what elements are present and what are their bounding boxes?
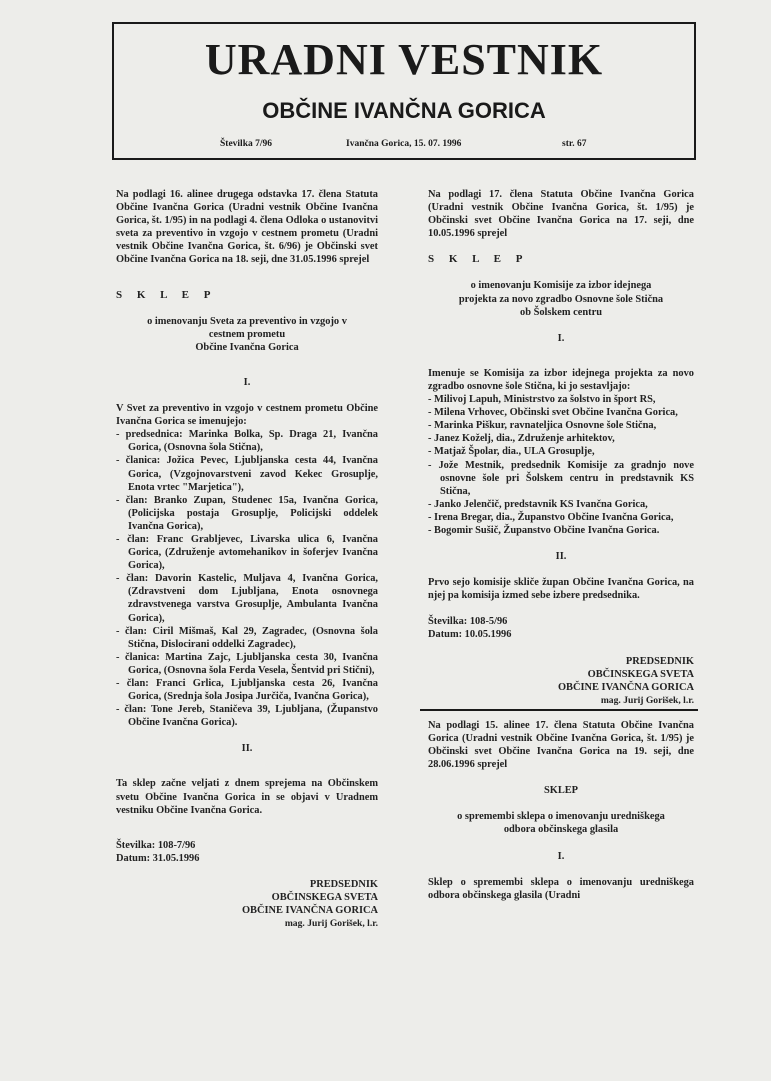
right-signature-body: OBČINSKEGA SVETA [587,668,694,680]
left-heading-line3: Občine Ivančna Gorica [195,341,299,353]
masthead-subtitle: OBČINE IVANČNA GORICA [262,98,546,123]
left-intro: V Svet za preventivo in vzgojo v cestnem prometu Občine Ivančna Gorica se imenujejo: [116,403,378,428]
right-signature-municipality: OBČINE IVANČNA GORICA [557,681,694,693]
right-closing: Prvo sejo komisije skliče župan Občine Ivančna Gorica, na njej pa komisija izmed sebe izbere predsednika. [428,577,694,602]
left-document-number: Številka: 108-7/96 [116,839,196,851]
masthead-title: URADNI VESTNIK [204,35,604,84]
issue-number: Številka 7/96 [220,139,272,149]
right-heading-line3: ob Šolskem centru [520,306,602,318]
list-item: - Milivoj Lapuh, Ministrstvo za šolstvo in šport RS, [428,394,656,406]
right-column [428,188,694,902]
left-document-date: Datum: 31.05.1996 [116,852,200,864]
right-preamble-2: Na podlagi 15. alinee 17. člena Statuta Občine Ivančna Gorica (Uradni vestnik Občine Ivančna Gorica, št. 1/95) je Občinski svet Občine Ivančna Gorica na 19. seji, dne 28.06.1996 sprejel [428,719,694,771]
masthead [112,22,696,160]
left-heading-line1: o imenovanju Sveta za preventivo in vzgojo v [147,315,347,327]
left-preamble: Na podlagi 16. alinee drugega odstavka 17. člena Statuta Občine Ivančna Gorica (Uradni vestnik Občine Ivančna Gorica, št. 1/95) in na podlagi 4. člena Odloka o ustanovitvi sveta za preventivo in vzgojo v cestnem prometu (Uradni vestnik Občine Ivančna Gorica, št. 6/96) je Občinski svet Občine Ivančna Gorica na 18. seji, dne 31.05.1996 sprejel [116,189,378,266]
right-intro: Imenuje se Komisija za izbor idejnega projekta za novo zgradbo osnovne šole Stična, ki jo sestavljajo: [428,367,694,392]
left-signature-name: mag. Jurij Gorišek, l.r. [284,918,378,930]
list-item: - Bogomir Sušič, Županstvo Občine Ivančna Gorica. [428,524,660,536]
right-section-2: II. [555,551,567,563]
list-item: - član: Franc Grabljevec, Livarska ulica 6, Ivančna Gorica, (Združenje avtomehanikov in šoferjev Ivančna Gorica), [116,533,378,572]
right-heading2-line2: odbora občinskega glasila [503,824,619,836]
list-item: - član: Branko Zupan, Studenec 15a, Ivančna Gorica, (Policijska postaja Grosuplje, Policijski oddelek Ivančna Gorica), [116,494,378,532]
list-item: - Matjaž Špolar, dia., ULA Grosuplje, [428,446,595,458]
right-sklep-heading: S K L E P [428,253,529,266]
list-item: - član: Franci Grlica, Ljubljanska cesta 26, Ivančna Gorica, (Srednja šola Josipa Jurčiča, Ivančna Gorica), [116,678,378,703]
right-sklep-heading-2: SKLEP [543,785,579,797]
list-item: - Janez Koželj, dia., Združenje arhitektov, [428,433,615,445]
list-item: - Jože Mestnik, predsednik Komisije za gradnjo nove osnovne šole pri Šolskem centru in predstavnik KS Stična, [428,459,694,497]
left-signature-body: OBČINSKEGA SVETA [271,892,378,904]
left-signature-title: PREDSEDNIK [309,878,378,890]
list-item: - član: Ciril Mišmaš, Kal 29, Zagradec, (Osnovna šola Stična, Dislocirani oddelki Zagradec), [116,625,378,650]
page-number: str. 67 [562,139,587,149]
article-divider-rule [420,709,698,711]
right-heading-line1: o imenovanju Komisije za izbor idejnega [470,280,652,292]
list-item: - Marinka Piškur, ravnateljica Osnovne šole Stična, [428,420,657,432]
right-document-number: Številka: 108-5/96 [428,616,508,628]
left-signature-municipality: OBČINE IVANČNA GORICA [241,905,378,917]
right-section2-1: I. [557,850,565,862]
left-closing: Ta sklep začne veljati z dnem sprejema na Občinskem svetu Občine Ivančna Gorica in se objavi v Uradnem vestniku Občine Ivančna Gorica. [116,778,378,816]
right-signature-title: PREDSEDNIK [625,655,694,667]
list-item: - Irena Bregar, dia., Županstvo Občine Ivančna Gorica, [428,511,674,523]
left-sklep-heading: S K L E P [116,288,217,301]
right-document-date: Datum: 10.05.1996 [428,629,512,641]
right-heading-line2: projekta za novo zgradbo Osnovne šole Stična [458,293,664,305]
right-heading2-line1: o spremembi sklepa o imenovanju uredniškega [457,811,665,823]
right-text-2: Sklep o spremembi sklepa o imenovanju uredniškega odbora občinskega glasila (Uradni [428,876,694,901]
right-section-1: I. [557,332,565,344]
list-item: - članica: Jožica Pevec, Ljubljanska cesta 44, Ivančna Gorica, (Vzgojnovarstveni zavod Kekec Grosuplje, Enota vrtec "Marjetica"), [116,455,378,493]
left-heading-line2: cestnem prometu [208,328,286,340]
list-item: - član: Tone Jereb, Staničeva 39, Ljubljana, (Županstvo Občine Ivančna Gorica). [116,704,378,729]
list-item: - predsednica: Marinka Bolka, Sp. Draga 21, Ivančna Gorica, (Osnovna šola Stična), [116,429,378,454]
left-column [116,188,378,930]
list-item: - Milena Vrhovec, Občinski svet Občine Ivančna Gorica, [428,407,678,419]
list-item: - član: Davorin Kastelic, Muljava 4, Ivančna Gorica, (Zdravstveni dom Ljubljana, Enota osnovnega zdravstvenega varstva Grosuplje, Ambulanta Ivančna Gorica), [116,573,378,624]
list-item: - članica: Martina Zajc, Ljubljanska cesta 30, Ivančna Gorica, (Osnovna šola Ferda Vesela, Šentvid pri Stični), [116,651,378,676]
list-item: - Janko Jelenčič, predstavnik KS Ivančna Gorica, [428,498,648,510]
right-preamble: Na podlagi 17. člena Statuta Občine Ivančna Gorica (Uradni vestnik Občine Ivančna Gorica, št. 1/95) je Občinski svet Občine Ivančna Gorica na 17. seji, dne 10.05.1996 sprejel [428,189,694,240]
right-signature-name: mag. Jurij Gorišek, l.r. [600,694,694,706]
left-section-1: I. [243,376,251,388]
left-section-2: II. [241,743,253,755]
issue-place-date: Ivančna Gorica, 15. 07. 1996 [346,139,462,149]
